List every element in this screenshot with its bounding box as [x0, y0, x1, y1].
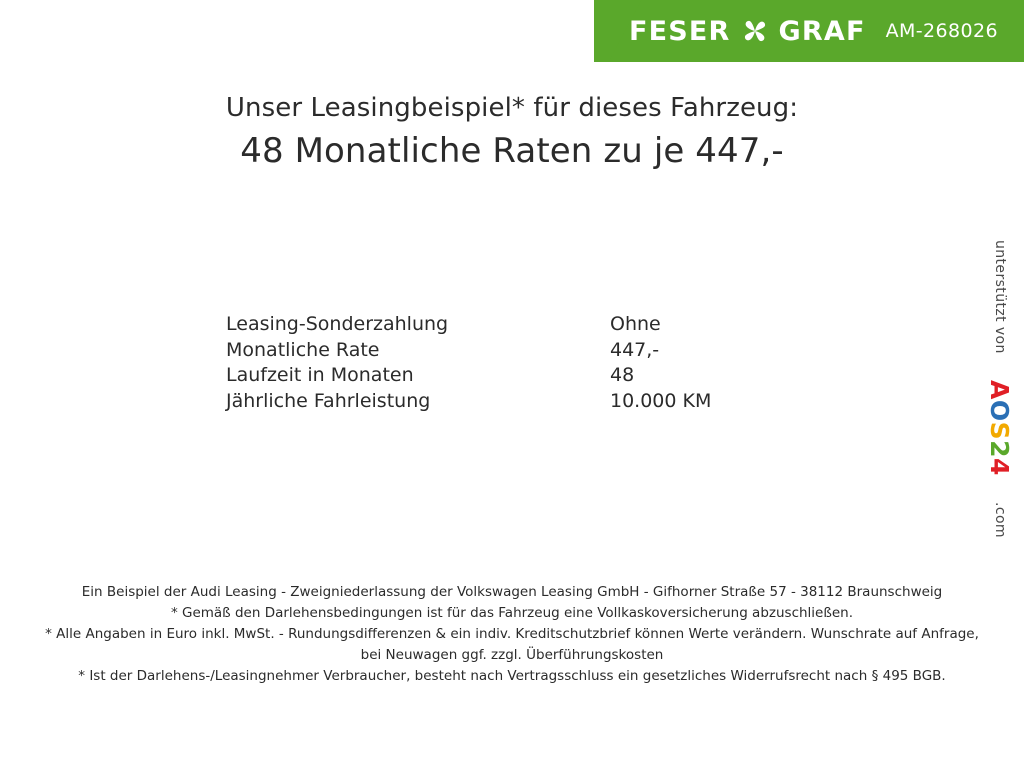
table-row: [226, 312, 786, 338]
detail-value: 48: [610, 364, 635, 386]
headline-block: [0, 92, 1024, 173]
detail-value: 447,-: [610, 338, 660, 361]
detail-value: Ohne: [610, 313, 661, 335]
legal-line-2: * Gemäß den Darlehensbedingungen ist für das Fahrzeug eine Vollkaskoversicherung abzuschließen.: [170, 605, 854, 621]
legal-disclaimer: [0, 582, 1024, 687]
detail-label: Monatliche Rate: [226, 338, 380, 361]
aos24-logo-letter: 2: [985, 440, 1014, 459]
detail-label: Jährliche Fahrleistung: [226, 389, 431, 412]
brand-name-left: FESER: [628, 15, 731, 47]
aos24-logo-letter: A: [985, 380, 1014, 400]
legal-line-3: * Alle Angaben in Euro inkl. MwSt. - Rundungsdifferenzen & ein indiv. Kreditschutzbrief können Werte verändern. Wunschrate auf Anfrage, bei Neuwagen ggf. zzgl. Überführungskosten: [45, 626, 979, 663]
legal-line-1: Ein Beispiel der Audi Leasing - Zweigniederlassung der Volkswagen Leasing GmbH - Gifhorner Straße 57 - 38112 Braunschweig: [81, 584, 943, 600]
detail-label: Laufzeit in Monaten: [226, 364, 414, 386]
aos24-logo-letter: 4: [985, 458, 1014, 476]
brand-name-right: GRAF: [778, 15, 866, 47]
four-leaf-clover-icon: [742, 18, 768, 44]
vehicle-reference-number: AM-268026: [885, 19, 998, 42]
sponsor-domain-suffix: .com: [992, 502, 1008, 538]
sponsor-supported-by-label: unterstützt von: [992, 240, 1008, 354]
aos24-logo: [987, 380, 1012, 476]
detail-value: 10.000 KM: [610, 389, 712, 412]
table-row: [226, 389, 786, 415]
headline-main: 48 Monatliche Raten zu je 447,-: [240, 130, 784, 171]
leasing-details-table: [226, 312, 786, 414]
detail-label: Leasing-Sonderzahlung: [226, 313, 449, 335]
brand-banner: [594, 0, 1024, 62]
legal-line-4: * Ist der Darlehens-/Leasingnehmer Verbraucher, besteht nach Vertragsschluss ein gesetzliches Widerrufsrecht nach § 495 BGB.: [78, 668, 946, 684]
aos24-logo-letter: O: [985, 399, 1014, 422]
brand-inner: [628, 15, 998, 47]
sponsor-strip: [970, 240, 1014, 540]
table-row: [226, 338, 786, 364]
headline-subtitle: Unser Leasingbeispiel* für dieses Fahrzeug:: [225, 93, 799, 123]
table-row: [226, 363, 786, 389]
aos24-logo-letter: S: [985, 421, 1014, 441]
